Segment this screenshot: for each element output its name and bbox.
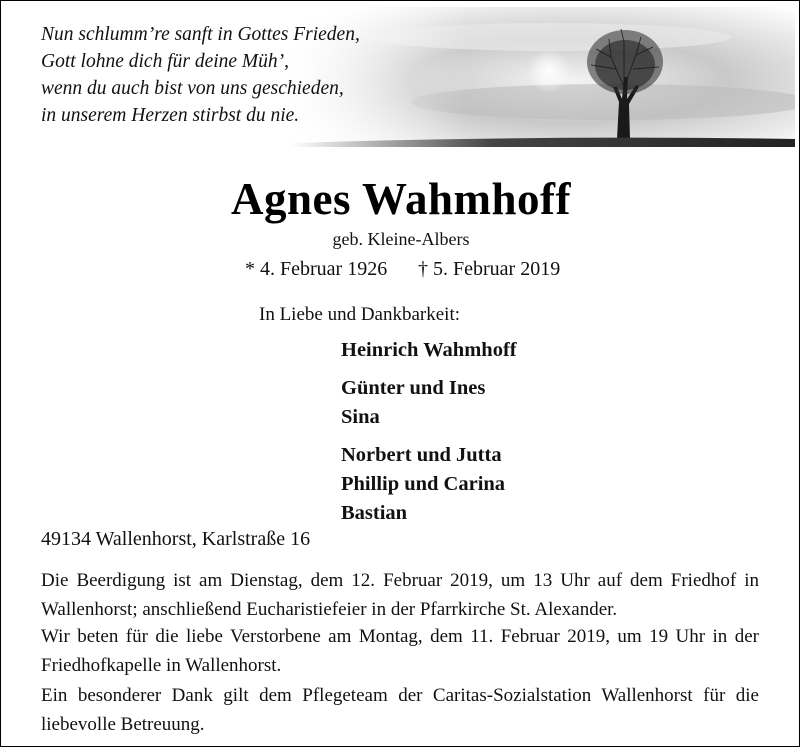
deceased-name: Agnes Wahmhoff <box>231 174 571 224</box>
mourner-name: Sina <box>341 406 380 428</box>
death-date: † 5. Februar 2019 <box>418 258 561 280</box>
mourner-group <box>341 441 517 528</box>
thanks-notice: Ein besonderer Dank gilt dem Pflegeteam der Caritas-Sozialstation Wallenhorst für die liebevolle Betreuung. <box>41 685 759 735</box>
poem-line: Nun schlumm’re sanft in Gottes Frieden, <box>41 24 360 45</box>
mourner-name: Bastian <box>341 502 408 524</box>
mourner-name: Norbert und Jutta <box>341 444 502 466</box>
mourner-name: Heinrich Wahmhoff <box>341 339 517 361</box>
funeral-notice: Die Beerdigung ist am Dienstag, dem 12. Februar 2019, um 13 Uhr auf dem Friedhof in Wallenhorst; anschließend Eucharistiefeier in der Pfarrkirche St. Alexander. <box>41 570 759 620</box>
poem-line: Gott lohne dich für deine Müh’, <box>41 51 290 72</box>
address: 49134 Wallenhorst, Karlstraße 16 <box>41 528 311 550</box>
poem-line: in unserem Herzen stirbst du nie. <box>41 105 300 126</box>
prayer-notice: Wir beten für die liebe Verstorbene am Montag, dem 11. Februar 2019, um 19 Uhr in der Friedhofkapelle in Wallenhorst. <box>41 626 759 676</box>
mourner-group <box>341 336 517 365</box>
poem <box>41 21 360 129</box>
mourner-name: Günter und Ines <box>341 377 486 399</box>
birth-date: * 4. Februar 1926 <box>245 258 388 280</box>
mourner-group <box>341 374 517 432</box>
maiden-name: geb. Kleine-Albers <box>332 229 470 249</box>
mourners-intro: In Liebe und Dankbarkeit: <box>259 304 461 325</box>
tree-landscape-icon <box>291 7 795 147</box>
mourners-list <box>341 336 517 537</box>
mourner-name: Phillip und Carina <box>341 473 506 495</box>
poem-line: wenn du auch bist von uns geschieden, <box>41 78 344 99</box>
